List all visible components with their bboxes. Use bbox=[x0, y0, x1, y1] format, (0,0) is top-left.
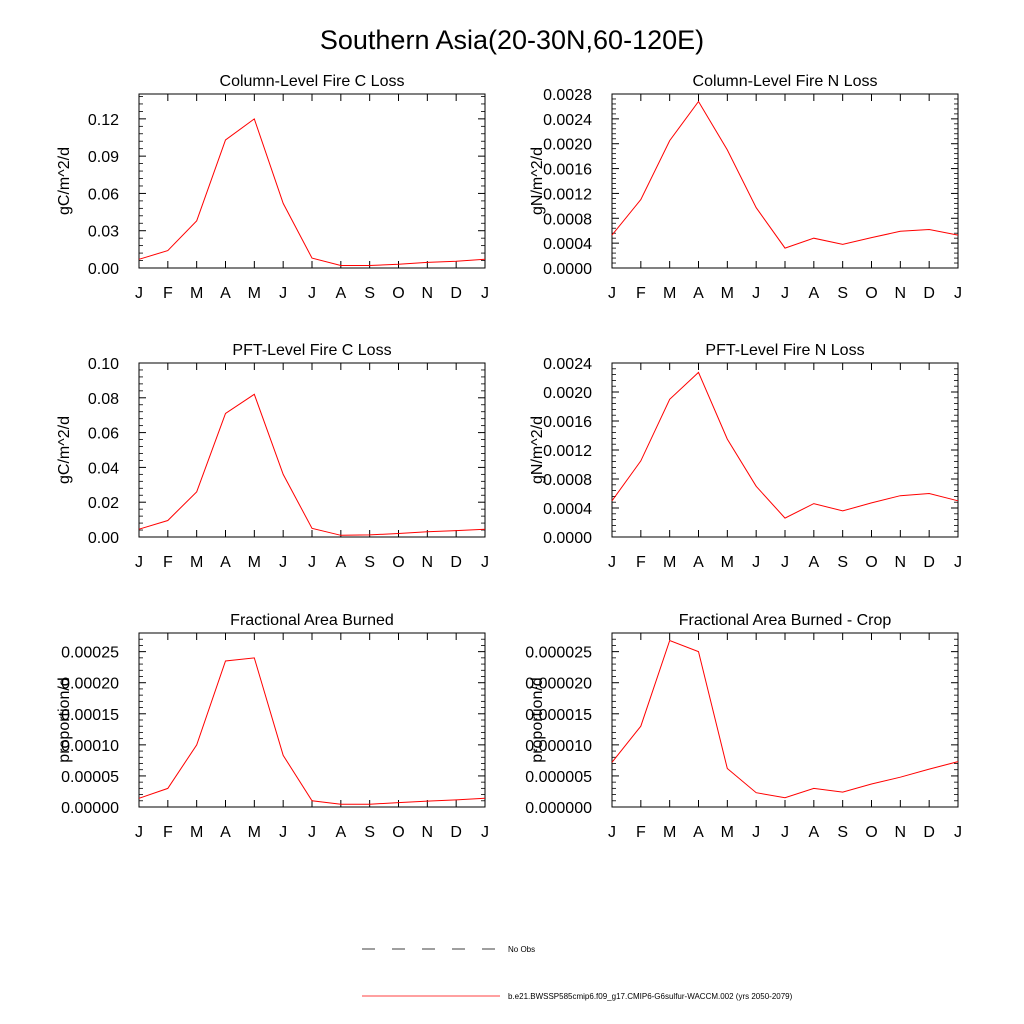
legend-obs-label: No Obs bbox=[508, 945, 536, 954]
x-tick-label: M bbox=[247, 285, 261, 302]
x-tick-label: S bbox=[364, 824, 376, 841]
y-tick-label: 0.000020 bbox=[525, 675, 592, 693]
plot-frame bbox=[612, 94, 958, 268]
chart-panels bbox=[56, 73, 962, 841]
y-tick-label: 0.00015 bbox=[61, 706, 119, 724]
x-tick-label: O bbox=[865, 554, 878, 571]
x-tick-label: M bbox=[663, 824, 677, 841]
x-tick-label: S bbox=[837, 824, 849, 841]
x-tick-label: J bbox=[608, 285, 616, 302]
x-tick-label: N bbox=[421, 554, 434, 571]
x-tick-label: J bbox=[608, 824, 616, 841]
x-tick-label: O bbox=[392, 285, 405, 302]
legend bbox=[362, 945, 793, 1001]
y-tick-label: 0.02 bbox=[87, 495, 119, 513]
x-tick-label: O bbox=[865, 824, 878, 841]
x-tick-label: J bbox=[752, 285, 761, 302]
x-tick-label: F bbox=[162, 824, 173, 841]
x-tick-label: D bbox=[923, 285, 935, 302]
x-tick-label: F bbox=[635, 285, 646, 302]
x-tick-label: J bbox=[608, 554, 616, 571]
y-tick-label: 0.12 bbox=[87, 111, 119, 129]
y-tick-label: 0.09 bbox=[87, 149, 119, 167]
x-tick-label: M bbox=[247, 824, 261, 841]
chart-panel-4 bbox=[529, 342, 962, 571]
figure-title: Southern Asia(20-30N,60-120E) bbox=[319, 25, 705, 55]
y-tick-label: 0.0016 bbox=[543, 161, 592, 179]
y-tick-label: 0.0024 bbox=[543, 111, 592, 129]
x-tick-label: J bbox=[481, 554, 489, 571]
x-tick-label: D bbox=[923, 824, 935, 841]
x-tick-label: M bbox=[247, 554, 261, 571]
x-tick-label: J bbox=[481, 824, 489, 841]
series-line bbox=[612, 372, 958, 518]
y-tick-label: 0.0020 bbox=[543, 136, 592, 154]
y-tick-label: 0.00025 bbox=[61, 644, 119, 662]
x-tick-label: J bbox=[752, 824, 761, 841]
x-tick-label: A bbox=[335, 285, 347, 302]
y-tick-label: 0.00005 bbox=[61, 768, 119, 786]
x-tick-label: J bbox=[308, 554, 316, 571]
x-tick-label: M bbox=[663, 554, 677, 571]
x-tick-label: J bbox=[308, 824, 316, 841]
y-tick-label: 0.0020 bbox=[543, 385, 592, 402]
x-tick-label: J bbox=[752, 554, 761, 571]
x-tick-label: D bbox=[450, 824, 462, 841]
series-line bbox=[139, 119, 485, 266]
y-tick-label: 0.0004 bbox=[543, 501, 592, 518]
y-tick-label: 0.00 bbox=[87, 261, 119, 278]
plot-frame bbox=[612, 363, 958, 537]
x-tick-label: J bbox=[954, 554, 962, 571]
x-tick-label: M bbox=[190, 554, 204, 571]
x-tick-label: M bbox=[190, 824, 204, 841]
x-tick-label: J bbox=[781, 824, 789, 841]
y-axis-label: proportion/d bbox=[56, 677, 73, 763]
y-tick-label: 0.0008 bbox=[543, 211, 592, 229]
x-tick-label: M bbox=[720, 554, 734, 571]
y-tick-label: 0.0008 bbox=[543, 472, 592, 489]
panel-title: Column-Level Fire C Loss bbox=[219, 73, 405, 90]
y-tick-label: 0.0000 bbox=[543, 530, 592, 547]
plot-frame bbox=[139, 363, 485, 537]
series-line bbox=[612, 641, 958, 798]
chart-panel-6 bbox=[525, 612, 962, 841]
y-tick-label: 0.04 bbox=[87, 460, 119, 478]
panel-title: Fractional Area Burned - Crop bbox=[678, 612, 892, 629]
legend-model-label: b.e21.BWSSP585cmip6.f09_g17.CMIP6-G6sulfur-WACCM.002 (yrs 2050-2079) bbox=[508, 992, 793, 1001]
y-tick-label: 0.000015 bbox=[525, 706, 592, 724]
y-axis-label: gN/m^2/d bbox=[529, 147, 546, 215]
x-tick-label: F bbox=[635, 554, 646, 571]
x-tick-label: N bbox=[421, 285, 434, 302]
x-tick-label: J bbox=[481, 285, 489, 302]
y-tick-label: 0.00000 bbox=[61, 800, 119, 817]
x-tick-label: J bbox=[308, 285, 316, 302]
y-tick-label: 0.000010 bbox=[525, 737, 592, 755]
x-tick-label: M bbox=[720, 285, 734, 302]
x-tick-label: A bbox=[693, 554, 704, 571]
x-tick-label: S bbox=[364, 285, 376, 302]
x-tick-label: J bbox=[135, 824, 143, 841]
chart-panel-3 bbox=[56, 342, 489, 571]
x-tick-label: D bbox=[450, 554, 462, 571]
x-tick-label: J bbox=[279, 824, 288, 841]
x-tick-label: J bbox=[954, 285, 962, 302]
panel-title: PFT-Level Fire N Loss bbox=[705, 342, 865, 359]
x-tick-label: J bbox=[135, 285, 143, 302]
panel-title: Column-Level Fire N Loss bbox=[692, 73, 878, 90]
x-tick-label: J bbox=[279, 554, 288, 571]
y-tick-label: 0.0012 bbox=[543, 186, 592, 204]
x-tick-label: F bbox=[162, 554, 173, 571]
y-tick-label: 0.0004 bbox=[543, 236, 592, 254]
x-tick-label: N bbox=[894, 824, 907, 841]
y-tick-label: 0.0012 bbox=[543, 443, 592, 460]
x-tick-label: A bbox=[808, 285, 820, 302]
x-tick-label: J bbox=[135, 554, 143, 571]
y-tick-label: 0.00020 bbox=[61, 675, 119, 693]
y-tick-label: 0.0028 bbox=[543, 87, 592, 104]
y-tick-label: 0.10 bbox=[87, 356, 119, 373]
x-tick-label: A bbox=[693, 285, 704, 302]
x-tick-label: J bbox=[279, 285, 288, 302]
x-tick-label: F bbox=[635, 824, 646, 841]
x-tick-label: J bbox=[781, 554, 789, 571]
y-tick-label: 0.06 bbox=[87, 186, 119, 204]
x-tick-label: O bbox=[392, 824, 405, 841]
y-tick-label: 0.00 bbox=[87, 530, 119, 547]
plot-frame bbox=[139, 94, 485, 268]
y-tick-label: 0.0024 bbox=[543, 356, 592, 373]
x-tick-label: M bbox=[663, 285, 677, 302]
y-axis-label: gC/m^2/d bbox=[56, 147, 73, 215]
x-tick-label: S bbox=[364, 554, 376, 571]
x-tick-label: A bbox=[335, 824, 347, 841]
panel-title: PFT-Level Fire C Loss bbox=[232, 342, 392, 359]
x-tick-label: S bbox=[837, 285, 849, 302]
x-tick-label: N bbox=[421, 824, 434, 841]
x-tick-label: J bbox=[954, 824, 962, 841]
x-tick-label: F bbox=[162, 285, 173, 302]
x-tick-label: D bbox=[923, 554, 935, 571]
x-tick-label: S bbox=[837, 554, 849, 571]
x-tick-label: O bbox=[392, 554, 405, 571]
x-tick-label: A bbox=[335, 554, 347, 571]
x-tick-label: A bbox=[220, 554, 231, 571]
y-tick-label: 0.08 bbox=[87, 390, 119, 408]
x-tick-label: M bbox=[190, 285, 204, 302]
x-tick-label: A bbox=[693, 824, 704, 841]
x-tick-label: M bbox=[720, 824, 734, 841]
x-tick-label: A bbox=[220, 285, 231, 302]
series-line bbox=[139, 394, 485, 535]
x-tick-label: A bbox=[220, 824, 231, 841]
panel-title: Fractional Area Burned bbox=[230, 612, 394, 629]
x-tick-label: N bbox=[894, 285, 907, 302]
y-tick-label: 0.000000 bbox=[525, 800, 592, 817]
chart-panel-2 bbox=[529, 73, 962, 302]
series-line bbox=[139, 658, 485, 804]
x-tick-label: A bbox=[808, 824, 820, 841]
x-tick-label: O bbox=[865, 285, 878, 302]
x-tick-label: A bbox=[808, 554, 820, 571]
y-tick-label: 0.0000 bbox=[543, 261, 592, 278]
y-tick-label: 0.000005 bbox=[525, 768, 592, 786]
plot-frame bbox=[139, 633, 485, 807]
y-tick-label: 0.000025 bbox=[525, 644, 592, 662]
y-tick-label: 0.00010 bbox=[61, 737, 119, 755]
x-tick-label: N bbox=[894, 554, 907, 571]
x-tick-label: D bbox=[450, 285, 462, 302]
y-axis-label: gN/m^2/d bbox=[529, 416, 546, 484]
y-tick-label: 0.03 bbox=[87, 223, 119, 241]
chart-panel-1 bbox=[56, 73, 489, 302]
y-axis-label: proportion/d bbox=[529, 677, 546, 763]
series-line bbox=[612, 102, 958, 249]
chart-panel-5 bbox=[56, 612, 489, 841]
y-tick-label: 0.0016 bbox=[543, 414, 592, 431]
y-axis-label: gC/m^2/d bbox=[56, 416, 73, 484]
y-tick-label: 0.06 bbox=[87, 425, 119, 443]
x-tick-label: J bbox=[781, 285, 789, 302]
